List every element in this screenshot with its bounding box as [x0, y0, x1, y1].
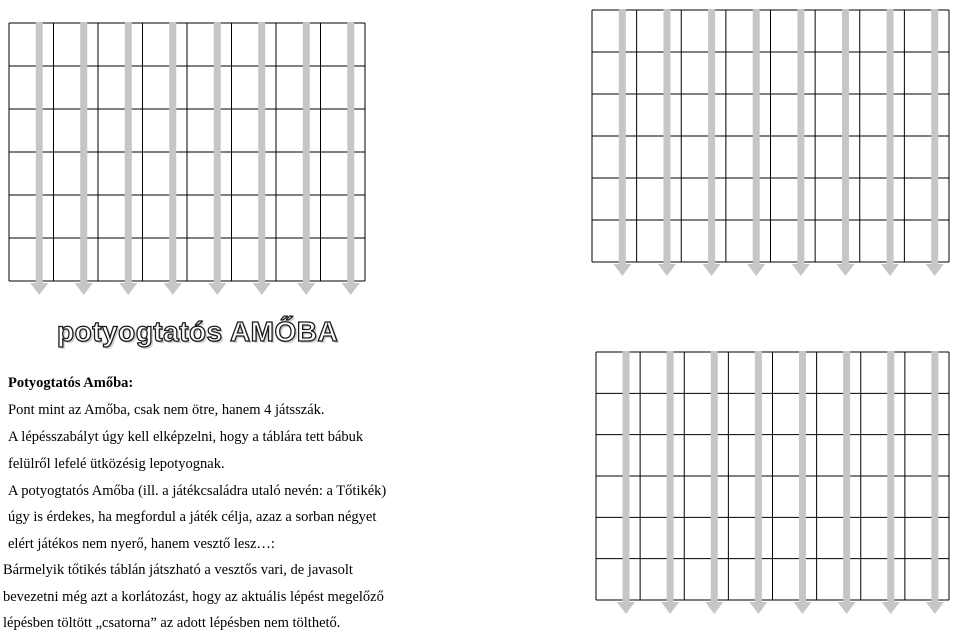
board-grid [8, 22, 366, 298]
drop-arrow-shaft [125, 22, 132, 283]
drop-arrow-icon [926, 602, 944, 614]
drop-arrow-icon [658, 264, 676, 276]
drop-arrow-shaft [36, 22, 43, 283]
rules-line: felülről lefelé ütközésig lepotyognak. [8, 456, 225, 472]
drop-arrow-icon [882, 602, 900, 614]
drop-arrow-shaft [755, 351, 762, 602]
drop-arrow-shaft [711, 351, 718, 602]
drop-arrow-shaft [347, 22, 354, 283]
drop-arrow-icon [208, 283, 226, 295]
drop-arrow-icon [164, 283, 182, 295]
drop-arrow-icon [613, 264, 631, 276]
game-board-top-left [8, 22, 366, 298]
drop-arrow-shaft [80, 22, 87, 283]
drop-arrow-shaft [843, 351, 850, 602]
grid-lines [9, 23, 365, 281]
rules-line: bevezetni még azt a korlátozást, hogy az aktuális lépést megelőző [3, 589, 384, 605]
drop-arrow-shaft [887, 351, 894, 602]
drop-arrow-icon [838, 602, 856, 614]
drop-arrow-icon [881, 264, 899, 276]
drop-arrow-shaft [623, 351, 630, 602]
page-title: potyogtatós AMŐBA [57, 316, 339, 347]
rules-line: A lépésszabályt úgy kell elképzelni, hogy a táblára tett bábuk [8, 429, 364, 445]
rules-line: A potyogtatós Amőba (ill. a játékcsaládra utaló nevén: a Tőtikék) [8, 483, 387, 499]
drop-arrow-shaft [303, 22, 310, 283]
rules-line: úgy is érdekes, ha megfordul a játék célja, azaz a sorban négyet [8, 509, 377, 525]
board-grid [591, 9, 950, 279]
drop-arrow-icon [794, 602, 812, 614]
drop-arrow-icon [747, 264, 765, 276]
drop-arrow-icon [75, 283, 93, 295]
drop-arrow-icon [703, 264, 721, 276]
drop-arrow-shaft [663, 9, 670, 264]
game-board-top-right [591, 9, 950, 279]
drop-arrow-icon [342, 283, 360, 295]
drop-arrow-icon [749, 602, 767, 614]
drop-arrow-icon [617, 602, 635, 614]
drop-arrow-shaft [887, 9, 894, 264]
rules-heading: Potyogtatós Amőba: [8, 375, 134, 391]
drop-arrow-icon [705, 602, 723, 614]
drop-arrow-icon [119, 283, 137, 295]
drop-arrow-shaft [797, 9, 804, 264]
drop-arrow-shaft [842, 9, 849, 264]
grid-lines [592, 10, 949, 262]
drop-arrow-shaft [169, 22, 176, 283]
drop-arrow-icon [253, 283, 271, 295]
drop-arrow-shaft [753, 9, 760, 264]
game-board-bottom-right [595, 351, 950, 617]
rules-line: Pont mint az Amőba, csak nem ötre, hanem 4 játsszák. [8, 402, 325, 418]
drop-arrow-shaft [799, 351, 806, 602]
drop-arrow-shaft [667, 351, 674, 602]
drop-arrow-icon [926, 264, 944, 276]
drop-arrow-icon [297, 283, 315, 295]
rules-line: lépésben töltött „csatorna” az adott lépésben nem tölthető. [3, 615, 341, 631]
drop-arrow-shaft [931, 351, 938, 602]
drop-arrow-shaft [214, 22, 221, 283]
rules-line: elért játékos nem nyerő, hanem vesztő lesz…: [8, 536, 275, 552]
drop-arrow-icon [836, 264, 854, 276]
rules-line: Bármelyik tőtikés táblán játszható a vesztős vari, de javasolt [3, 562, 353, 578]
drop-arrow-icon [30, 283, 48, 295]
drop-arrow-shaft [258, 22, 265, 283]
drop-arrow-shaft [931, 9, 938, 264]
drop-arrow-shaft [708, 9, 715, 264]
drop-arrow-shaft [619, 9, 626, 264]
board-grid [595, 351, 950, 617]
drop-arrow-icon [661, 602, 679, 614]
grid-lines [596, 352, 949, 600]
drop-arrow-icon [792, 264, 810, 276]
